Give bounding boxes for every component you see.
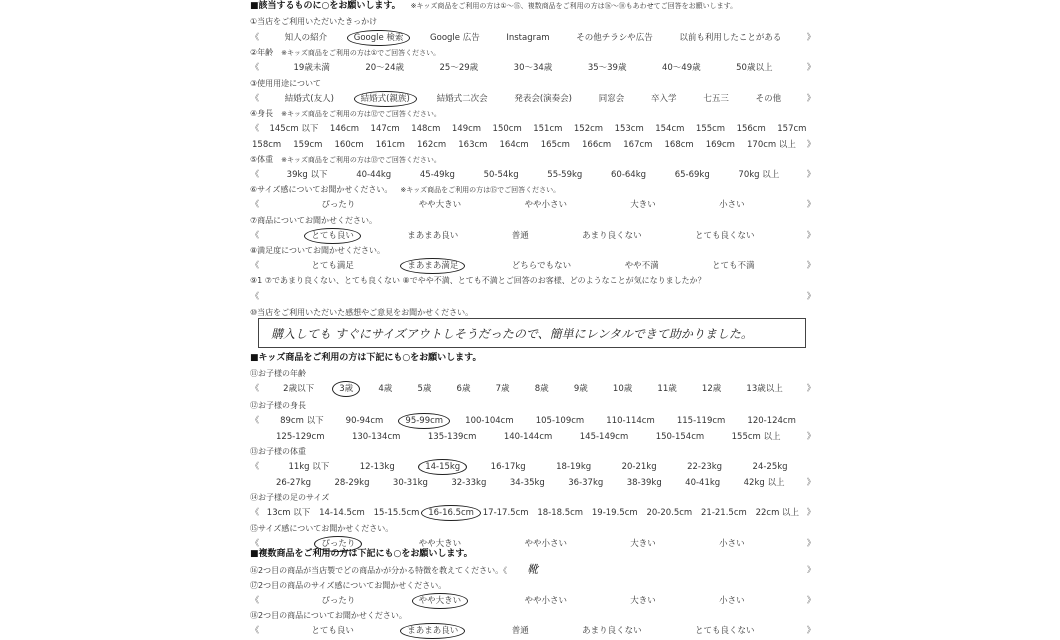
option[interactable]: 38-39kg	[626, 478, 662, 488]
option[interactable]: 159cm	[293, 140, 323, 150]
bracket-close: 》	[806, 63, 816, 73]
option[interactable]: 157cm	[777, 124, 807, 134]
question-label	[250, 14, 816, 30]
handwritten-answer: 靴	[527, 562, 539, 576]
option[interactable]: 七五三	[703, 94, 729, 104]
comment-box[interactable]: 購入しても すぐにサイズアウトしそうだったので、簡単にレンタルできて助かりました。	[258, 318, 806, 348]
question-label	[250, 398, 816, 414]
option[interactable]: 50-54kg	[483, 170, 519, 180]
option[interactable]: 大きい	[630, 596, 656, 606]
option[interactable]: 22cm 以上	[755, 508, 800, 518]
survey-form	[250, 0, 820, 640]
question-label	[250, 490, 816, 506]
option[interactable]: まあまあ良い	[407, 231, 459, 241]
option[interactable]: 42kg 以上	[743, 478, 785, 488]
option[interactable]: 40-41kg	[685, 478, 721, 488]
option[interactable]: 19-19.5cm	[591, 508, 638, 518]
option[interactable]: 35〜39歳	[587, 63, 627, 73]
multi-section-title: ■複数商品をご利用の方は下記にも○をお願いします。	[250, 549, 473, 559]
option-row	[250, 258, 816, 274]
option[interactable]: 162cm	[417, 140, 447, 150]
option[interactable]: 30〜34歳	[513, 63, 553, 73]
bracket-open: 《	[250, 94, 260, 104]
option[interactable]: 89cm 以下	[280, 416, 324, 426]
option[interactable]: 95-99cm	[403, 413, 445, 429]
question-text: ⑤体重	[250, 155, 274, 164]
bracket-close: 》	[806, 261, 816, 271]
option-row	[250, 505, 816, 521]
option-row	[250, 137, 816, 153]
option[interactable]: 165cm	[540, 140, 570, 150]
option[interactable]: 155cm	[695, 124, 726, 134]
question-note: ※キッズ商品をご利用の方は①でご回答ください。	[281, 49, 441, 57]
option[interactable]: 105-109cm	[535, 416, 585, 426]
option[interactable]: 4歳	[378, 384, 393, 394]
question-text: ⑰2つ目の商品のサイズ感についてお聞かせください。	[250, 581, 447, 590]
bracket-close: 》	[806, 170, 816, 180]
option[interactable]: 13歳以上	[746, 384, 783, 394]
question-label	[250, 273, 816, 289]
option[interactable]: 結婚式(親族)	[359, 91, 412, 107]
option[interactable]: 16-17kg	[490, 462, 526, 472]
option[interactable]: 40〜49歳	[661, 63, 701, 73]
option[interactable]: 知人の紹介	[284, 33, 328, 43]
option[interactable]: 55-59kg	[547, 170, 583, 180]
option[interactable]: 9歳	[573, 384, 588, 394]
bracket-close: 》	[806, 508, 816, 518]
option[interactable]: 166cm	[582, 140, 612, 150]
question-label: ⑯2つ目の商品が当店製でどの商品かが分かる特徴を教えてください。	[250, 565, 504, 575]
option-row	[250, 381, 816, 397]
option[interactable]: とても良い	[309, 228, 356, 244]
option[interactable]: 26-27kg	[276, 478, 312, 488]
option[interactable]: 167cm	[623, 140, 653, 150]
option-row	[250, 91, 816, 107]
option-row	[250, 30, 816, 46]
option[interactable]: 発表会(演奏会)	[514, 94, 572, 104]
option[interactable]: 158cm	[252, 140, 282, 150]
question-text: ①当店をご利用いただいたきっかけ	[250, 17, 378, 26]
option[interactable]: 同窓会	[598, 94, 625, 104]
option[interactable]: 148cm	[411, 124, 441, 134]
question-label	[250, 45, 816, 61]
question-text: ⑭お子様の足のサイズ	[250, 493, 330, 502]
question-note: ※キッズ商品をご利用の方は⑬でご回答ください。	[281, 156, 441, 164]
option[interactable]: 145-149cm	[579, 432, 629, 442]
question-label	[250, 152, 816, 168]
option[interactable]: 170cm 以上	[747, 140, 796, 150]
bracket-open: 《	[250, 261, 260, 271]
question-text: ④身長	[250, 109, 274, 118]
option[interactable]: 17-17.5cm	[482, 508, 529, 518]
question-text: ②年齢	[250, 48, 274, 57]
option[interactable]: 130-134cm	[351, 432, 401, 442]
question-note: ※キッズ商品をご利用の方は⑫でご回答ください。	[281, 110, 441, 118]
option[interactable]: 169cm	[705, 140, 735, 150]
option[interactable]: 7歳	[495, 384, 510, 394]
option-row	[250, 197, 816, 213]
option[interactable]: 28-29kg	[334, 478, 370, 488]
option[interactable]: やや大きい	[417, 593, 464, 609]
option[interactable]: 36-37kg	[568, 478, 604, 488]
bracket-open: 《	[250, 416, 260, 426]
answer-row[interactable]	[250, 289, 816, 305]
option[interactable]: とても良くない	[695, 231, 755, 241]
option[interactable]: 147cm	[370, 124, 400, 134]
bracket-close: 》	[806, 539, 816, 549]
option[interactable]: 14-14.5cm	[319, 508, 365, 518]
option[interactable]: 18-19kg	[556, 462, 592, 472]
option[interactable]: まあまあ良い	[405, 623, 460, 639]
option[interactable]: 普通	[511, 231, 529, 241]
bracket-open: 《	[250, 200, 260, 210]
option[interactable]: 小さい	[719, 596, 745, 606]
option[interactable]: ぴったり	[321, 596, 356, 606]
bracket-close: 》	[807, 565, 815, 574]
question-text: ⑪お子様の年齢	[250, 369, 306, 378]
bracket-open: 《	[250, 33, 260, 43]
option[interactable]: 90-94cm	[345, 416, 384, 426]
bracket-open: 《	[250, 539, 260, 549]
option[interactable]: 普通	[511, 626, 529, 636]
question-label	[250, 213, 816, 229]
option[interactable]: 125-129cm	[276, 432, 325, 442]
option[interactable]: 150-154cm	[655, 432, 705, 442]
option[interactable]: ぴったり	[319, 536, 357, 552]
question-note: ※キッズ商品をご利用の方は⑮でご回答ください。	[400, 186, 561, 194]
bracket-open: 《	[250, 462, 260, 472]
option-row	[250, 429, 816, 445]
bracket-close: 》	[806, 596, 816, 606]
option[interactable]: 150cm	[492, 124, 522, 134]
option[interactable]: 大きい	[630, 539, 656, 549]
option[interactable]: 140-144cm	[503, 432, 553, 442]
option[interactable]: 50歳以上	[736, 63, 773, 73]
option[interactable]: あまり良くない	[582, 626, 642, 636]
option[interactable]: 6歳	[456, 384, 471, 394]
option[interactable]: 160cm	[334, 140, 364, 150]
option[interactable]: 21-21.5cm	[701, 508, 747, 518]
option[interactable]: 24-25kg	[752, 462, 788, 472]
option[interactable]: 161cm	[375, 140, 405, 150]
option[interactable]: 25〜29歳	[439, 63, 479, 73]
option[interactable]: 32-33kg	[451, 478, 487, 488]
option[interactable]: 18-18.5cm	[537, 508, 584, 518]
question-text: ⑮サイズ感についてお聞かせください。	[250, 524, 394, 533]
option[interactable]: その他チラシや広告	[576, 33, 653, 43]
option[interactable]: やや大きい	[418, 539, 462, 549]
option-row	[250, 459, 816, 475]
question-label	[250, 366, 816, 382]
option[interactable]: 20〜24歳	[365, 63, 404, 73]
option[interactable]: 146cm	[329, 124, 360, 134]
option[interactable]: 12-13kg	[359, 462, 395, 472]
form-header	[250, 0, 816, 14]
option-row	[250, 228, 816, 244]
option[interactable]: とても良い	[311, 626, 354, 636]
option[interactable]: 110-114cm	[606, 416, 655, 426]
bracket-close: 》	[806, 292, 816, 302]
option[interactable]: やや小さい	[524, 539, 567, 549]
bracket-close: 》	[806, 33, 816, 43]
option[interactable]: とても満足	[311, 261, 354, 271]
option[interactable]: 145cm 以下	[269, 124, 319, 134]
option[interactable]: 115-119cm	[676, 416, 726, 426]
bracket-open: 《	[250, 231, 260, 241]
question-text: ⑨1 ⑦であまり良くない、とても良くない ⑧でやや不満、とても不満とご回答のお客様、どのようなことが気になりましたか？	[250, 276, 706, 285]
option[interactable]: 結婚式二次会	[436, 94, 488, 104]
bracket-close: 》	[806, 200, 816, 210]
option[interactable]: 152cm	[573, 124, 604, 134]
option[interactable]: 45-49kg	[419, 170, 455, 180]
option[interactable]: 164cm	[499, 140, 529, 150]
bracket-open: 《	[250, 508, 260, 518]
option[interactable]: やや大きい	[418, 200, 462, 210]
option[interactable]: 149cm	[451, 124, 482, 134]
question-label	[250, 444, 816, 460]
bracket-open: 《	[250, 596, 260, 606]
option-row	[250, 60, 816, 76]
bracket-close: 》	[806, 478, 816, 488]
bracket-close: 》	[806, 140, 816, 150]
bracket-close: 》	[806, 626, 816, 636]
option-row	[250, 475, 816, 491]
option[interactable]: 156cm	[736, 124, 766, 134]
option[interactable]: 小さい	[719, 539, 745, 549]
header-title: ■該当するものに○をお願いします。	[250, 1, 401, 11]
option[interactable]: 20-21kg	[621, 462, 657, 472]
option[interactable]: 120-124cm	[747, 416, 796, 426]
header-note: ※キッズ商品をご利用の方は①〜⑮、複数商品をご利用の方は⑯〜⑱もあわせてご回答をお願いします。	[410, 2, 738, 10]
option[interactable]: 3歳	[337, 381, 355, 397]
option[interactable]: 卒入学	[651, 94, 677, 104]
option[interactable]: 12歳	[701, 384, 722, 394]
option[interactable]: やや不満	[624, 261, 659, 271]
option[interactable]: とても不満	[712, 261, 755, 271]
option[interactable]: Instagram	[506, 33, 550, 43]
question-label	[250, 608, 816, 624]
option[interactable]: 以前も利用したことがある	[679, 33, 782, 43]
option[interactable]: Google 広告	[430, 33, 480, 43]
option[interactable]: 19歳未満	[293, 63, 330, 73]
option[interactable]: 151cm	[533, 124, 563, 134]
option[interactable]: 小さい	[719, 200, 745, 210]
option-row	[250, 623, 816, 639]
kids-section-title: ■キッズ商品をご利用の方は下記にも○をお願いします。	[250, 353, 482, 363]
bracket-close: 》	[806, 432, 816, 442]
option[interactable]: 20-20.5cm	[646, 508, 693, 518]
option[interactable]: ぴったり	[321, 200, 356, 210]
bracket-close: 》	[806, 231, 816, 241]
question-label	[250, 521, 816, 537]
question-text: ⑬お子様の体重	[250, 447, 306, 456]
question-text	[250, 562, 538, 579]
question-text: ⑧満足度についてお聞かせください。	[250, 246, 386, 255]
question-16	[250, 562, 816, 578]
option[interactable]: とても良くない	[695, 626, 755, 636]
option[interactable]: 14-15kg	[423, 459, 462, 475]
option[interactable]: 60-64kg	[611, 170, 647, 180]
option[interactable]: 135-139cm	[427, 432, 477, 442]
option[interactable]: 70kg 以上	[738, 170, 780, 180]
bracket-open: 《	[250, 292, 260, 302]
option[interactable]: 結婚式(友人)	[284, 94, 334, 104]
bracket-open: 《	[250, 124, 260, 134]
option[interactable]: やや小さい	[524, 596, 567, 606]
bracket-open: 《	[503, 565, 508, 575]
bracket-open: 《	[250, 170, 260, 180]
bracket-open: 《	[250, 626, 260, 636]
option[interactable]: 153cm	[614, 124, 644, 134]
option[interactable]: 65-69kg	[674, 170, 710, 180]
option[interactable]: 大きい	[630, 200, 656, 210]
option[interactable]: 13cm 以下	[266, 508, 311, 518]
option[interactable]: 154cm	[655, 124, 685, 134]
option-row	[250, 167, 816, 183]
option[interactable]: 22-23kg	[687, 462, 723, 472]
option[interactable]: まあまあ満足	[405, 258, 460, 274]
option[interactable]: 15-15.5cm	[373, 508, 420, 518]
bracket-open: 《	[250, 63, 260, 73]
option[interactable]: 11歳	[657, 384, 677, 394]
option[interactable]: 34-35kg	[509, 478, 545, 488]
option[interactable]: どちらでもない	[511, 261, 572, 271]
question-label	[250, 76, 816, 92]
option[interactable]: 155cm 以上	[731, 432, 781, 442]
option[interactable]: 163cm	[458, 140, 488, 150]
question-label	[250, 182, 816, 198]
option[interactable]: その他	[755, 94, 782, 104]
option[interactable]: 11kg 以下	[288, 462, 330, 472]
option[interactable]: 40-44kg	[356, 170, 392, 180]
question-text: ⑱2つ目の商品についてお聞かせください。	[250, 611, 407, 620]
bracket-close: 》	[806, 94, 816, 104]
option[interactable]: 100-104cm	[465, 416, 514, 426]
question-label	[250, 578, 816, 594]
option[interactable]: 5歳	[417, 384, 432, 394]
bracket-open: 《	[250, 384, 260, 394]
option[interactable]: Google 検索	[352, 30, 406, 46]
option-row	[250, 593, 816, 609]
option[interactable]: 30-31kg	[392, 478, 428, 488]
option[interactable]: やや小さい	[524, 200, 567, 210]
option[interactable]: 8歳	[534, 384, 549, 394]
option[interactable]: あまり良くない	[582, 231, 642, 241]
question-text: ③使用用途について	[250, 79, 322, 88]
option-row	[250, 413, 816, 429]
option[interactable]: 2歳以下	[283, 384, 315, 394]
question-text: ⑥サイズ感についてお聞かせください。	[250, 185, 393, 194]
option[interactable]: 168cm	[664, 140, 694, 150]
bracket-close: 》	[806, 384, 816, 394]
question-text: ⑦商品についてお聞かせください。	[250, 216, 378, 225]
option[interactable]: 39kg 以下	[286, 170, 328, 180]
question-label	[250, 106, 816, 122]
question-label	[250, 243, 816, 259]
option[interactable]: 16-16.5cm	[426, 505, 476, 521]
option-row	[250, 121, 816, 137]
question-text: ⑫お子様の身長	[250, 401, 306, 410]
question-text: ⑩当店をご利用いただいた感想やご意見をお聞かせください。	[250, 308, 474, 317]
option[interactable]: 10歳	[612, 384, 633, 394]
